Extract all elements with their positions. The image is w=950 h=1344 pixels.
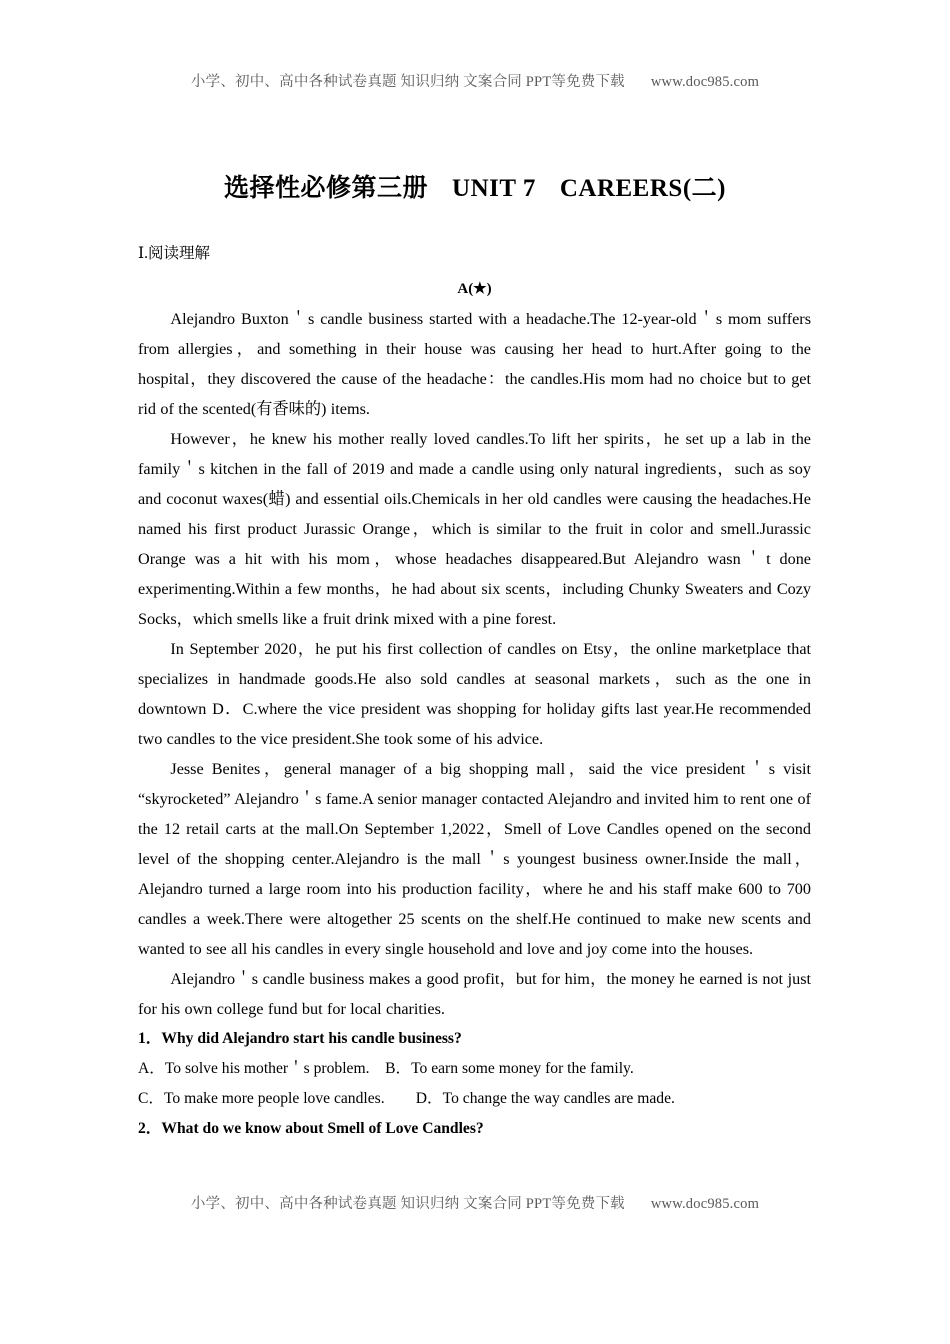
footer-watermark: [0, 1192, 950, 1213]
passage-paragraph: In September 2020，he put his first collection of candles on Etsy，the online marketplace that specializes in handmade goods.He also sold candles at seasonal markets，such as the one in downtown D．C.where the vice president was shopping for holiday gifts last year.He recommended two candles to the vice president.She took some of his advice.: [138, 639, 811, 748]
passage-paragraph: Alejandro Buxton＇s candle business started with a headache.The 12-year-old＇s mom suffers from allergies，and something in their house was causing her head to hurt.After going to the hospital，they discovered the cause of the headache：the candles.His mom had no choice but to get rid of the scented(有香味的) items.: [138, 309, 811, 418]
question-number: 1．: [138, 1029, 162, 1047]
footer-watermark-url: www.doc985.com: [650, 1196, 760, 1212]
section-heading: Ⅰ.阅读理解: [138, 245, 210, 262]
header-watermark-text: 小学、初中、高中各种试卷真题 知识归纳 文案合同 PPT等免费下载: [190, 74, 625, 90]
header-watermark: [0, 70, 950, 91]
footer-watermark-text: 小学、初中、高中各种试卷真题 知识归纳 文案合同 PPT等免费下载: [190, 1196, 625, 1212]
page-title: [0, 168, 950, 204]
question-options-row[interactable]: A．To solve his mother＇s problem. B．To earn some money for the family.: [138, 1059, 634, 1077]
question-stem: [138, 1024, 811, 1054]
question-stem: [138, 1114, 811, 1144]
question-number: 2．: [138, 1119, 162, 1137]
question-text: Why did Alejandro start his candle business?: [161, 1029, 462, 1047]
header-watermark-url: www.doc985.com: [650, 74, 760, 90]
content-column: [138, 245, 811, 1144]
title-book: 选择性必修第三册: [224, 175, 429, 202]
passage-label: A(★): [457, 280, 492, 297]
question-text: What do we know about Smell of Love Candles?: [161, 1119, 484, 1137]
title-unit: UNIT 7: [452, 175, 536, 202]
passage-paragraph: However，he knew his mother really loved candles.To lift her spirits，he set up a lab in the family＇s kitchen in the fall of 2019 and made a candle using only natural ingredients，such as soy and coconut waxes(蜡) and essential oils.Chemicals in her old candles were causing the headaches.He named his first product Jurassic Orange，which is similar to the fruit in color and smell.Jurassic Orange was a hit with his mom，whose headaches disappeared.But Alejandro wasn＇t done experimenting.Within a few months，he had about six scents，including Chunky Sweaters and Cozy Socks，which smells like a fruit drink mixed with a pine forest.: [138, 429, 811, 628]
passage-paragraph: Alejandro＇s candle business makes a good profit，but for him，the money he earned is not just for his own college fund but for local charities.: [138, 969, 811, 1018]
title-topic: CAREERS(二): [559, 175, 726, 202]
passage-paragraph: Jesse Benites，general manager of a big shopping mall，said the vice president＇s visit “skyrocketed” Alejandro＇s fame.A senior manager contacted Alejandro and invited him to rent one of the 12 retail carts at the mall.On September 1,2022，Smell of Love Candles opened on the second level of the shopping center.Alejandro is the mall＇s youngest business owner.Inside the mall，Alejandro turned a large room into his production facility，where he and his staff make 600 to 700 candles a week.There were altogether 25 scents on the shelf.He continued to make new scents and wanted to see all his candles in every single household and love and joy come into the houses.: [138, 759, 811, 958]
question-options-row[interactable]: C．To make more people love candles. D．To change the way candles are made.: [138, 1089, 675, 1107]
